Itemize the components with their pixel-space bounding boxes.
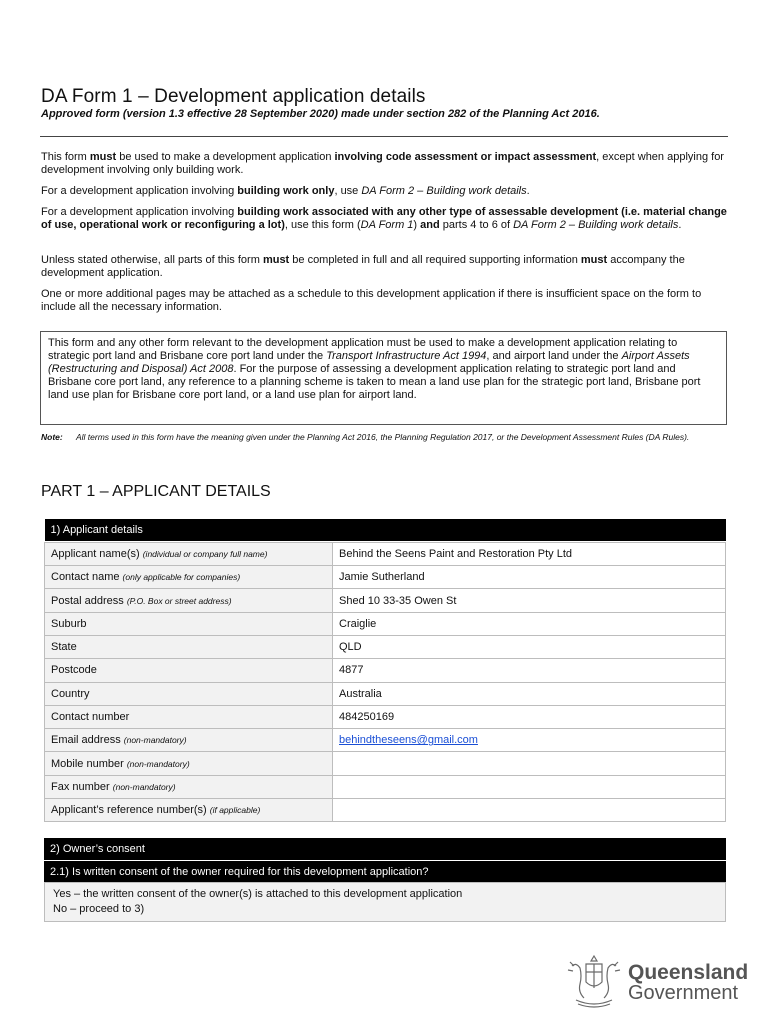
queensland-government-logo bbox=[564, 952, 749, 1010]
table-row bbox=[45, 752, 726, 775]
owners-consent-section-header: 2) Owner’s consent bbox=[44, 838, 726, 860]
table-row bbox=[45, 635, 726, 658]
intro-paragraph-5: One or more additional pages may be attached as a schedule to this development application if there is insufficient space on the form to include all the necessary information. bbox=[41, 288, 702, 313]
email-address-label: Email address (non-mandatory) bbox=[45, 729, 333, 752]
applicant-details-section-header: 1) Applicant details bbox=[45, 519, 726, 541]
table-row bbox=[45, 799, 726, 822]
port-land-notice-box: This form and any other form relevant to the development application must be used to make a development application relating to strategic port land and Brisbane core port land under the Transport Infrastructure Act 1994, and airport land under the Airport Assets (Restructuring and Disposal) Act 2008. For the purpose of assessing a development application relating to strategic port land and Brisbane core port land, any reference to a planning scheme is taken to mean a land use plan for the strategic port land, Brisbane port land use plan for Brisbane core port land, or a land use plan for airport land. bbox=[40, 331, 727, 425]
postal-address-label: Postal address (P.O. Box or street address) bbox=[45, 589, 333, 612]
table-row bbox=[45, 659, 726, 682]
coat-of-arms-icon bbox=[564, 952, 624, 1010]
fax-number-field[interactable] bbox=[333, 775, 726, 798]
consent-option-no[interactable]: No – proceed to 3) bbox=[53, 903, 145, 915]
applicant-details-table bbox=[44, 519, 726, 822]
postcode-field[interactable]: 4877 bbox=[333, 659, 726, 682]
intro-paragraph-2: For a development application involving building work only, use DA Form 2 – Building work details. bbox=[41, 185, 530, 197]
state-field[interactable]: QLD bbox=[333, 635, 726, 658]
applicant-name-label: Applicant name(s) (individual or company full name) bbox=[45, 542, 333, 565]
intro-paragraph-3: For a development application involving building work associated with any other type of assessable development (i.e. material change of use, operational work or reconfiguring a lot), use this form (DA Form 1) and parts 4 to 6 of DA Form 2 – Building work details. bbox=[41, 206, 727, 231]
reference-number-field[interactable] bbox=[333, 799, 726, 822]
owners-consent-options bbox=[44, 882, 726, 922]
terms-note bbox=[41, 432, 731, 443]
suburb-label: Suburb bbox=[45, 612, 333, 635]
header-divider bbox=[40, 136, 728, 137]
intro-paragraph-4: Unless stated otherwise, all parts of this form must be completed in full and all required supporting information must accompany the development application. bbox=[41, 254, 685, 279]
contact-number-field[interactable]: 484250169 bbox=[333, 705, 726, 728]
table-row bbox=[45, 612, 726, 635]
table-row bbox=[45, 542, 726, 565]
table-row bbox=[45, 682, 726, 705]
contact-name-label: Contact name (only applicable for companies) bbox=[45, 566, 333, 589]
table-row bbox=[45, 566, 726, 589]
applicant-name-field[interactable]: Behind the Seens Paint and Restoration Pty Ltd bbox=[333, 542, 726, 565]
form-subtitle: Approved form (version 1.3 effective 28 September 2020) made under section 282 of the Planning Act 2016. bbox=[41, 108, 600, 120]
owners-consent-section bbox=[44, 838, 726, 922]
email-address-field[interactable] bbox=[333, 729, 726, 752]
postcode-label: Postcode bbox=[45, 659, 333, 682]
country-field[interactable]: Australia bbox=[333, 682, 726, 705]
owners-consent-question: 2.1) Is written consent of the owner required for this development application? bbox=[44, 860, 726, 882]
contact-number-label: Contact number bbox=[45, 705, 333, 728]
email-link[interactable]: behindtheseens@gmail.com bbox=[339, 734, 478, 747]
part-1-heading: PART 1 – APPLICANT DETAILS bbox=[41, 483, 271, 500]
suburb-field[interactable]: Craiglie bbox=[333, 612, 726, 635]
table-row bbox=[45, 589, 726, 612]
consent-option-yes[interactable]: Yes – the written consent of the owner(s) is attached to this development application bbox=[53, 888, 463, 900]
contact-name-field[interactable]: Jamie Sutherland bbox=[333, 566, 726, 589]
state-label: State bbox=[45, 635, 333, 658]
table-row bbox=[45, 729, 726, 752]
intro-paragraph-1: This form must be used to make a development application involving code assessment or impact assessment, except when applying for development involving only building work. bbox=[41, 151, 724, 176]
fax-number-label: Fax number (non-mandatory) bbox=[45, 775, 333, 798]
logo-queensland-text: Queensland bbox=[628, 961, 749, 984]
reference-number-label: Applicant’s reference number(s) (if applicable) bbox=[45, 799, 333, 822]
mobile-number-label: Mobile number (non-mandatory) bbox=[45, 752, 333, 775]
note-label: Note: bbox=[41, 432, 63, 442]
note-text: All terms used in this form have the meaning given under the Planning Act 2016, the Planning Regulation 2017, or the Development Assessment Rules (DA Rules). bbox=[76, 432, 690, 442]
logo-government-text: Government bbox=[628, 982, 739, 1004]
mobile-number-field[interactable] bbox=[333, 752, 726, 775]
table-row bbox=[45, 705, 726, 728]
table-row bbox=[45, 775, 726, 798]
country-label: Country bbox=[45, 682, 333, 705]
postal-address-field[interactable]: Shed 10 33-35 Owen St bbox=[333, 589, 726, 612]
form-title: DA Form 1 – Development application details bbox=[41, 86, 426, 107]
